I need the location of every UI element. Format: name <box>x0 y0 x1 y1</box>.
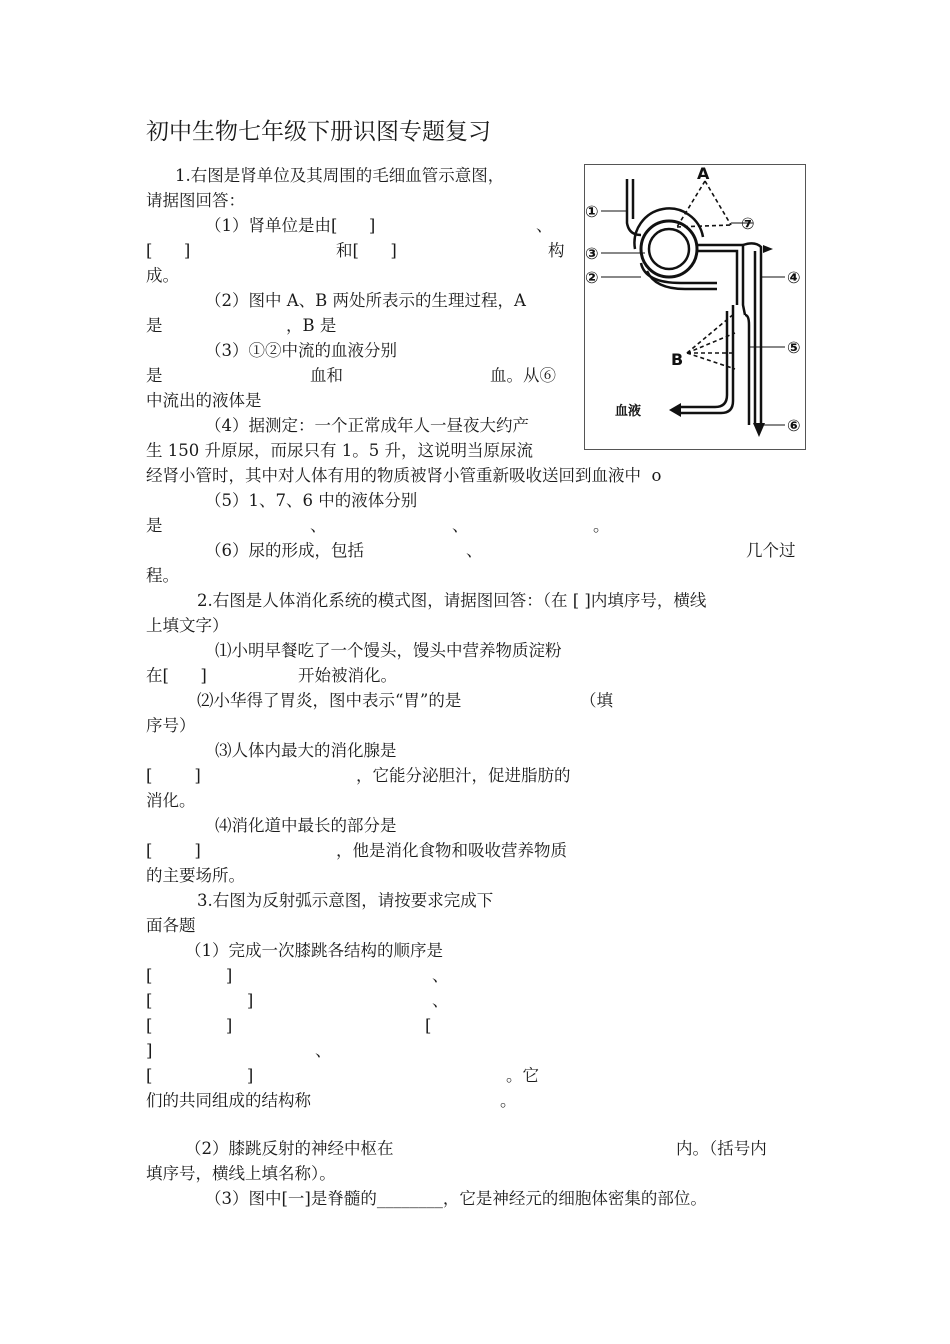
q1-part6-c: 程。 <box>146 566 179 585</box>
q2-part3-b: ，它能分泌胆汁，促进脂肪的 <box>356 766 571 785</box>
label-5: ⑤ <box>787 338 801 357</box>
nephron-diagram <box>584 164 806 450</box>
q2-part4-b: ，他是消化食物和吸收营养物质 <box>336 841 567 860</box>
q3-part2-a: 内。（括号内 <box>676 1139 767 1158</box>
q2-part4-a: [ ] <box>146 841 201 860</box>
q1-part1-bracket: [ ] <box>146 241 191 260</box>
q2-part3-a: [ ] <box>146 766 201 785</box>
q1-part5-b: 、 <box>310 516 327 535</box>
q1-part6-a: 、 <box>466 541 483 560</box>
q3-row2-sep: 、 <box>432 991 449 1010</box>
q3-row5-b: 。它 <box>506 1066 539 1085</box>
q3-part2: （2）膝跳反射的神经中枢在 <box>185 1139 394 1158</box>
q1-part3-c: 血。从⑥ <box>490 366 556 385</box>
q2-part4: ⑷消化道中最长的部分是 <box>215 816 397 835</box>
label-2: ② <box>585 268 599 287</box>
q2-part3-c: 消化。 <box>146 791 196 810</box>
q3-part2-b: 填序号，横线上填名称）。 <box>146 1164 336 1183</box>
q2-part1: ⑴小明早餐吃了一个馒头，馒头中营养物质淀粉 <box>215 641 562 660</box>
q1-part4-c: 经肾小管时，其中对人体有用的物质被肾小管重新吸收送回到血液中 o <box>146 466 662 485</box>
label-7: ⑦ <box>741 214 755 233</box>
q1-part1-sep: 、 <box>536 216 553 235</box>
tubule-right-top <box>743 243 761 425</box>
q3-part1: （1）完成一次膝跳各结构的顺序是 <box>185 941 443 960</box>
q3-row4: ] <box>146 1041 153 1060</box>
q3-row1: [ ] <box>146 966 233 985</box>
tubule-down <box>745 315 749 425</box>
label-3: ③ <box>585 244 599 263</box>
q1-part6: （6）尿的形成，包括 <box>205 541 364 560</box>
q2-part4-c: 的主要场所。 <box>146 866 245 885</box>
q2-part1-b: 开始被消化。 <box>298 666 397 685</box>
arrow-right <box>763 245 773 253</box>
q2-part2-b: 序号） <box>146 716 196 735</box>
q3-intro-2: 面各题 <box>146 916 196 935</box>
q1-part2: （2）图中 A、B 两处所表示的生理过程，A <box>205 291 526 310</box>
label-6: ⑥ <box>787 416 801 435</box>
q1-intro: 1.右图是肾单位及其周围的毛细血管示意图， <box>175 166 505 185</box>
q1-part3-a: 是 <box>146 366 163 385</box>
q2-intro: 2.右图是人体消化系统的模式图，请据图回答：（在 [ ]内填序号，横线 <box>197 591 707 610</box>
q3-row5: [ ] <box>146 1066 254 1085</box>
q1-intro-2: 请据图回答： <box>146 191 245 210</box>
tubule-top-inner <box>697 251 737 305</box>
q3-row3: [ ] <box>146 1016 233 1035</box>
q1-part3: （3）①②中流的血液分别 <box>205 341 397 360</box>
q1-part5: （5）1、7、6 中的液体分别 <box>205 491 418 510</box>
glomerulus <box>649 229 689 269</box>
page-title: 初中生物七年级下册识图专题复习 <box>146 119 491 145</box>
q1-part5-a: 是 <box>146 516 163 535</box>
q1-part4: （4）据测定：一个正常成年人一昼夜大约产 <box>205 416 529 435</box>
label-1: ① <box>585 202 599 221</box>
q1-part3-d: 中流出的液体是 <box>146 391 262 410</box>
q2-part2: ⑵小华得了胃炎，图中表示“胃”的是 <box>197 691 462 710</box>
q3-row1-sep: 、 <box>432 966 449 985</box>
label-B: B <box>671 350 684 369</box>
q1-part6-b: 几个过 <box>746 541 796 560</box>
q1-part2-a: 是 <box>146 316 163 335</box>
q3-row2: [ ] <box>146 991 254 1010</box>
q3-row6: 们的共同组成的结构称 <box>146 1091 311 1110</box>
q1-part5-d: 。 <box>593 516 610 535</box>
q2-part2-a: （填 <box>580 691 613 710</box>
q3-row4-sep: 、 <box>315 1041 332 1060</box>
q1-part2-b: ，B 是 <box>286 316 337 335</box>
q3-intro: 3.右图为反射弧示意图，请按要求完成下 <box>197 891 494 910</box>
nephron-drawing <box>585 165 807 451</box>
dash-a-1 <box>677 181 705 227</box>
label-4: ④ <box>787 268 801 287</box>
blood-label: 血液 <box>615 404 642 419</box>
q3-row6-b: 。 <box>500 1091 517 1110</box>
label-A: A <box>697 165 710 183</box>
q2-part1-a: 在[ ] <box>146 666 207 685</box>
q3-part3: （3）图中[一]是脊髓的________，它是神经元的细胞体密集的部位。 <box>205 1189 707 1208</box>
q1-part3-b: 血和 <box>310 366 343 385</box>
q3-row3-b: [ <box>425 1016 432 1035</box>
dash-a-2 <box>705 181 731 225</box>
q1-part1: （1）肾单位是由[ ] <box>205 216 376 235</box>
arrow-left <box>669 403 681 417</box>
q1-part4-b: 生 150 升原尿，而尿只有 1。5 升，这说明当原尿流 <box>146 441 533 460</box>
q2-intro-2: 上填文字） <box>146 616 229 635</box>
q1-part1-end2: 成。 <box>146 266 179 285</box>
q1-part5-c: 、 <box>452 516 469 535</box>
q2-part3: ⑶人体内最大的消化腺是 <box>215 741 397 760</box>
q1-part1-and: 和[ ] <box>336 241 397 260</box>
q1-part1-end: 构 <box>548 241 565 260</box>
